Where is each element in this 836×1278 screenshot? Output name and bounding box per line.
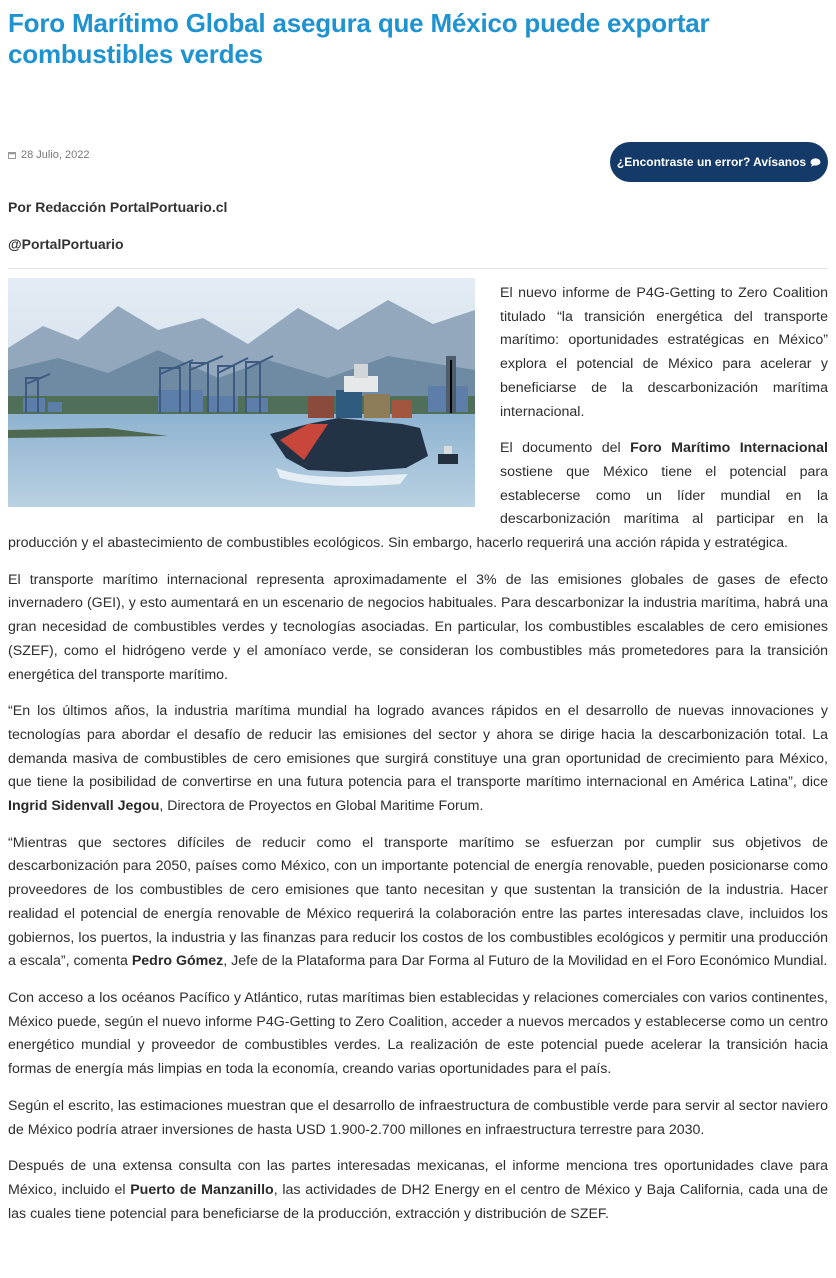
- publish-date: [8, 149, 90, 161]
- publish-date-text: 28 Julio, 2022: [21, 149, 90, 161]
- cargo-ship-photo: [8, 278, 475, 507]
- report-error-button[interactable]: [610, 142, 828, 182]
- paragraph-8: Después de una extensa consulta con las partes interesadas mexicanas, el informe menciona tres oportunidades clave para México, incluido el Puerto de Manzanillo, las actividades de DH2 Energy en el centro de México y Baja California, cada una de las cuales tiene potencial para beneficiarse de la producción, extracción y distribución de SZEF.: [8, 1158, 829, 1222]
- paragraph-6: Con acceso a los océanos Pacífico y Atlántico, rutas marítimas bien establecidas y relaciones comerciales con varios continentes, México puede, según el nuevo informe P4G-Getting to Zero Coalition, acceder a nuevos mercados y establecerse como un centro energético mundial y proveedor de combustibles verdes. La realización de este potencial puede acelerar la transición hacia formas de energía más limpias en toda la economía, creando varias oportunidades para el país.: [8, 989, 828, 1078]
- byline: Por Redacción PortalPortuario.cl: [8, 199, 228, 215]
- report-error-label: ¿Encontraste un error? Avísanos: [616, 155, 807, 169]
- article-body: [8, 282, 828, 1239]
- highlight-ingrid: Ingrid Sidenvall Jegou: [8, 798, 160, 815]
- paragraph-1: El nuevo informe de P4G-Getting to Zero Coalition titulado “la transición energética del transporte marítimo: oportunidades estratégicas en México” explora el potencial de México para acelerar y beneficiarse de la descarbonización marítima internacional.: [500, 285, 828, 420]
- paragraph-3: El transporte marítimo internacional representa aproximadamente el 3% de las emisiones globales de gases de efecto invernadero (GEI), y esto aumentará en un escenario de negocios habituales. Para descarbonizar la industria marítima, habrá una gran necesidad de combustibles verdes y tecnologías asociadas. En particular, los combustibles escalables de cero emisiones (SZEF), como el hidrógeno verde y el amoníaco verde, se consideran los combustibles más prometedores para la transición energética del transporte marítimo.: [8, 571, 828, 683]
- author-handle: @PortalPortuario: [8, 236, 124, 252]
- header-divider: [8, 268, 828, 269]
- highlight-foro: Foro Marítimo Internacional: [630, 440, 828, 457]
- chat-bubble-icon: [810, 158, 821, 167]
- article-title: Foro Marítimo Global asegura que México puede exportar combustibles verdes: [8, 8, 710, 69]
- calendar-icon: [8, 151, 16, 159]
- paragraph-2: El documento del Foro Marítimo Internacional sostiene que México tiene el potencial para establecerse como un líder mundial en la descarbonización marítima al participar en la producción y el abastecimiento de combustibles ecológicos. Sin embargo, hacerlo requerirá una acción rápida y estratégica.: [8, 440, 828, 552]
- paragraph-7: Según el escrito, las estimaciones muestran que el desarrollo de infraestructura de combustible verde para servir al sector naviero de México podría atraer inversiones de hasta USD 1.900-2.700 millones en infraestructura terrestre para 2030.: [8, 1097, 828, 1138]
- paragraph-4: “En los últimos años, la industria marítima mundial ha logrado avances rápidos en el desarrollo de nuevas innovaciones y tecnologías para abordar el desafío de reducir las emisiones del sector y ahora se dirige hacia la descarbonización total. La demanda masiva de combustibles de cero emisiones que surgirá constituye una gran oportunidad de crecimiento para México, que tiene la posibilidad de convertirse en una futura potencia para el transporte marítimo internacional en América Latina”, dice Ingrid Sidenvall Jegou, Directora de Proyectos en Global Maritime Forum.: [8, 703, 828, 815]
- highlight-pedro: Pedro Gómez: [131, 953, 224, 970]
- paragraph-5: “Mientras que sectores difíciles de reducir como el transporte marítimo se esfuerzan por cumplir sus objetivos de descarbonización para 2050, países como México, con un importante potencial de energía renovable, pueden posicionarse como proveedores de los combustibles de cero emisiones que tanto necesitan y que sustentan la transición de la industria. Hacer realidad el potencial de energía renovable de México requerirá la colaboración entre las partes interesadas clave, incluidos los gobiernos, los puertos, la industria y las finanzas para reducir los costos de los combustibles ecológicos y permitir una producción a escala”, comenta Pedro Gómez, Jefe de la Plataforma para Dar Forma al Futuro de la Movilidad en el Foro Económico Mundial.: [8, 834, 828, 970]
- highlight-manzanillo: Puerto de Manzanillo: [130, 1181, 274, 1198]
